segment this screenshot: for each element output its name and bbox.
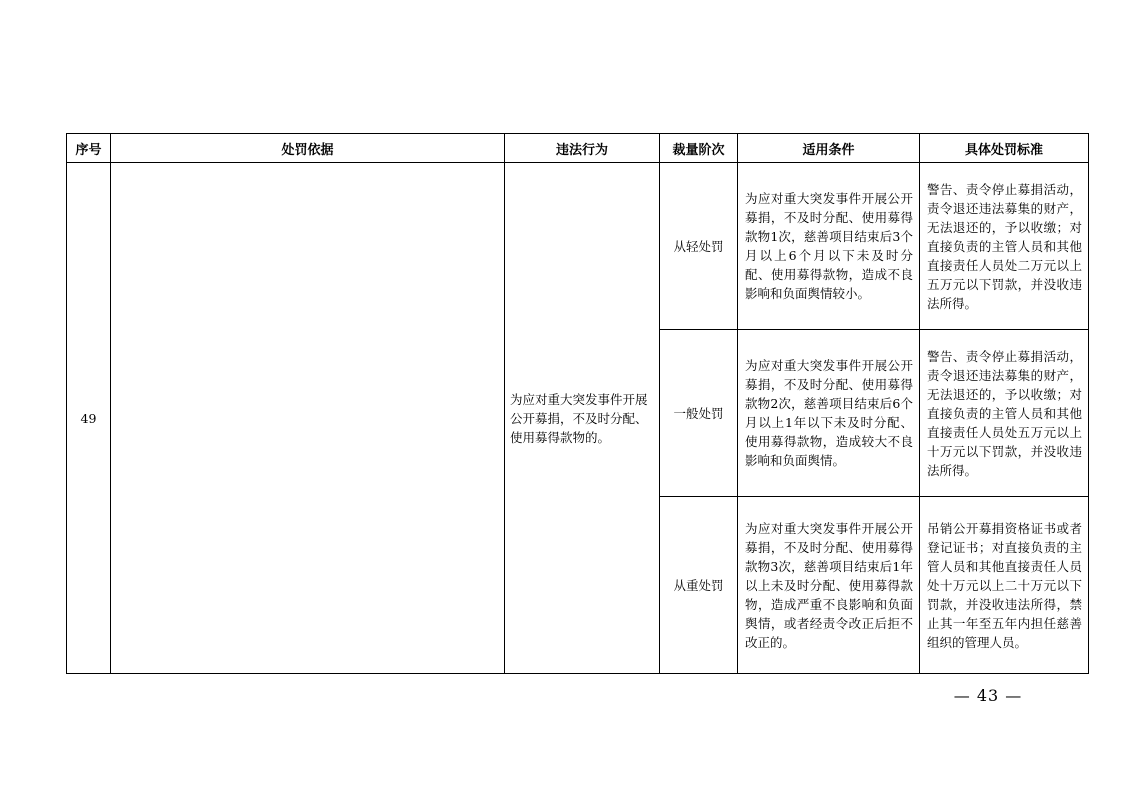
header-basis: 处罚依据: [111, 134, 505, 163]
level-severe: 从重处罚: [660, 497, 738, 674]
standard-general: 警告、责令停止募捐活动，责令退还违法募集的财产，无法退还的，予以收缴；对直接负责的主管人员和其他直接责任人员处五万元以上十万元以下罚款，并没收违法所得。: [920, 330, 1089, 497]
header-condition: 适用条件: [738, 134, 920, 163]
level-general: 一般处罚: [660, 330, 738, 497]
table-row: [67, 163, 1089, 330]
condition-severe: 为应对重大突发事件开展公开募捐，不及时分配、使用募得款物3次，慈善项目结束后1年以上未及时分配、使用募得款物，造成严重不良影响和负面舆情，或者经责令改正后拒不改正的。: [738, 497, 920, 674]
table-header-row: [67, 134, 1089, 163]
header-standard: 具体处罚标准: [920, 134, 1089, 163]
condition-general: 为应对重大突发事件开展公开募捐，不及时分配、使用募得款物2次，慈善项目结束后6个月以上1年以下未及时分配、使用募得款物，造成较大不良影响和负面舆情。: [738, 330, 920, 497]
header-act: 违法行为: [505, 134, 660, 163]
header-level: 裁量阶次: [660, 134, 738, 163]
page-number: — 43 —: [953, 686, 1023, 705]
entry-act: 为应对重大突发事件开展公开募捐，不及时分配、使用募得款物的。: [505, 163, 660, 674]
header-seq: 序号: [67, 134, 111, 163]
penalty-table: [66, 133, 1089, 674]
level-lenient: 从轻处罚: [660, 163, 738, 330]
entry-seq: 49: [67, 163, 111, 674]
standard-severe: 吊销公开募捐资格证书或者登记证书；对直接负责的主管人员和其他直接责任人员处十万元以上二十万元以下罚款，并没收违法所得，禁止其一年至五年内担任慈善组织的管理人员。: [920, 497, 1089, 674]
entry-basis: [111, 163, 505, 674]
condition-lenient: 为应对重大突发事件开展公开募捐，不及时分配、使用募得款物1次，慈善项目结束后3个月以上6个月以下未及时分配、使用募得款物，造成不良影响和负面舆情较小。: [738, 163, 920, 330]
standard-lenient: 警告、责令停止募捐活动，责令退还违法募集的财产，无法退还的，予以收缴；对直接负责的主管人员和其他直接责任人员处二万元以上五万元以下罚款，并没收违法所得。: [920, 163, 1089, 330]
